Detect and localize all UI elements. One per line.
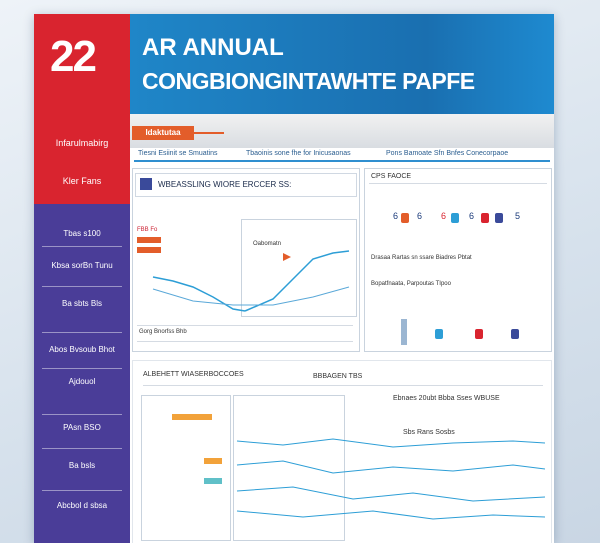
stat-value-4: 5 — [515, 211, 521, 221]
device-icon — [435, 329, 443, 339]
panel-infographic-right — [364, 168, 552, 352]
tab-0[interactable]: Tiesni Esiinit se Smuatins — [138, 150, 218, 157]
panel-a-label-mid: Oabomatn — [253, 241, 282, 247]
tab-1[interactable]: Tbaoinis sone fhe for Inicusaonas — [246, 150, 351, 157]
sidebar-divider — [42, 414, 122, 415]
sidebar-item-5: Abos Bvsoub Bhot — [49, 345, 115, 354]
panel-infographic-left — [132, 168, 360, 352]
row-divider — [369, 183, 547, 184]
header-number-block — [34, 14, 130, 114]
person-icon — [481, 213, 489, 223]
stat-value-2: 6 — [441, 211, 447, 221]
sidebar-purple-section — [34, 204, 130, 543]
bottom-chart-line — [237, 439, 545, 447]
header-tag: Idaktutaa — [132, 126, 194, 140]
header-title-line2: CONGBIONGINTAWHTE PAPFE — [142, 68, 475, 94]
brochure-page — [34, 14, 554, 543]
sidebar-item-3: Kbsa sorBn Tunu — [51, 261, 113, 270]
row-divider — [137, 325, 353, 326]
sidebar-divider — [42, 332, 122, 333]
sidebar-item-1: Kler Fans — [62, 176, 102, 186]
device-icon — [475, 329, 483, 339]
bottom-heading-2: BBBAGEN TBS — [313, 373, 363, 380]
bottom-line-charts — [133, 361, 551, 543]
panel-a-label-top: FBB Fo — [137, 227, 158, 233]
person-icon — [401, 213, 409, 223]
sidebar-divider — [42, 286, 122, 287]
tab-2[interactable]: Pons Bamoate Sfn Bnfes Conecorpaoe — [386, 150, 509, 157]
bottom-chart-line — [237, 511, 545, 519]
stat-value-0: 6 — [393, 211, 399, 221]
bottom-chart-line — [237, 487, 545, 501]
header-number: 22 — [50, 32, 95, 81]
sidebar-item-2: Tbas s100 — [63, 229, 101, 238]
device-icon — [511, 329, 519, 339]
sidebar-item-7: PAsn BSO — [63, 423, 101, 432]
panel-bottom — [132, 360, 552, 543]
sidebar-item-9: Abcbol d sbsa — [56, 501, 108, 510]
arrow-marker — [283, 253, 291, 261]
sidebar-item-8: Ba bsls — [68, 461, 96, 470]
header-title-line1: AR ANNUAL — [142, 34, 284, 61]
stat-value-1: 6 — [417, 211, 423, 221]
sidebar-divider — [42, 246, 122, 247]
bottle-icon — [401, 319, 407, 345]
chart-line-left — [153, 277, 245, 311]
panel-b-caption: Drasaa Rartas sn ssare Biadres Pbtat — [371, 255, 472, 261]
bottom-label: Sbs Rans Sosbs — [403, 429, 455, 436]
panel-b-heading: CPS FAOCE — [371, 173, 412, 180]
sidebar-item-0: Infarulmabirg — [55, 138, 109, 148]
sidebar-item-6: Ajdouol — [68, 377, 96, 386]
line-charts — [133, 169, 359, 351]
panel-a-heading: WBEASSLING WIORE ERCCER SS: — [158, 180, 292, 189]
stat-value-3: 6 — [469, 211, 475, 221]
bottom-chart-line — [237, 461, 545, 473]
sidebar-divider — [42, 490, 122, 491]
person-icon — [451, 213, 459, 223]
person-icon — [495, 213, 503, 223]
header-title-block — [130, 14, 554, 114]
orange-divider — [194, 132, 224, 134]
row-divider — [137, 341, 353, 342]
chart-line-right — [245, 251, 349, 311]
panel-a-footer: Gorg Bnorfss Bhb — [139, 329, 187, 335]
sidebar-divider — [42, 448, 122, 449]
sidebar-divider — [42, 368, 122, 369]
sidebar-red-section — [34, 114, 130, 204]
chart-line-low — [153, 287, 349, 305]
bottom-sub: Ebnaes 20ubt Bbba Sses WBUSE — [393, 395, 500, 402]
sidebar-item-4: Ba sbts Bls — [61, 299, 102, 308]
bottom-heading: ALBEHETT WIASERBOCCOES — [143, 371, 244, 378]
tabs-underline — [134, 160, 550, 162]
panel-b-caption2: Bopatfnaata, Parpoutas TIpoo — [371, 281, 451, 287]
